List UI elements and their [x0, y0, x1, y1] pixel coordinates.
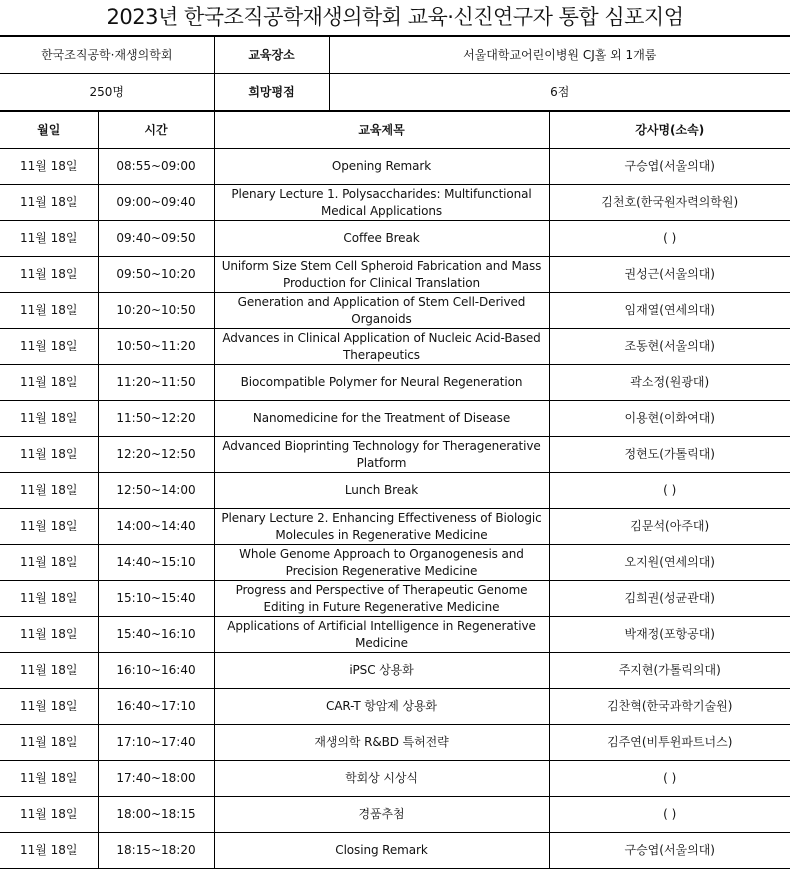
table-row [0, 725, 790, 761]
time-cell: 10:20~10:50 [98, 293, 214, 329]
time-cell: 18:15~18:20 [98, 833, 214, 869]
date-cell: 11월 18일 [0, 797, 98, 833]
table-row [0, 437, 790, 473]
speaker-cell: 박재정(포항공대) [549, 617, 790, 653]
date-cell: 11월 18일 [0, 149, 98, 185]
date-cell: 11월 18일 [0, 653, 98, 689]
info-row-score [0, 74, 790, 111]
time-cell: 17:40~18:00 [98, 761, 214, 797]
time-cell: 16:40~17:10 [98, 689, 214, 725]
topic-cell: Plenary Lecture 1. Polysaccharides: Multifunctional Medical Applications [214, 185, 549, 221]
venue-label: 교육장소 [214, 37, 329, 74]
schedule-body [0, 149, 790, 869]
info-table [0, 36, 790, 111]
date-cell: 11월 18일 [0, 581, 98, 617]
topic-cell: Coffee Break [214, 221, 549, 257]
speaker-cell: 이용현(이화여대) [549, 401, 790, 437]
topic-cell: Progress and Perspective of Therapeutic Genome Editing in Future Regenerative Medicine [214, 581, 549, 617]
topic-cell: Nanomedicine for the Treatment of Disease [214, 401, 549, 437]
speaker-cell: ( ) [549, 761, 790, 797]
date-cell: 11월 18일 [0, 689, 98, 725]
time-cell: 12:20~12:50 [98, 437, 214, 473]
topic-cell: 경품추첨 [214, 797, 549, 833]
date-cell: 11월 18일 [0, 401, 98, 437]
table-row [0, 149, 790, 185]
speaker-cell: ( ) [549, 797, 790, 833]
speaker-cell: 정현도(가톨릭대) [549, 437, 790, 473]
table-row [0, 401, 790, 437]
score-value: 6점 [329, 74, 790, 111]
time-cell: 17:10~17:40 [98, 725, 214, 761]
date-cell: 11월 18일 [0, 617, 98, 653]
time-cell: 18:00~18:15 [98, 797, 214, 833]
time-cell: 14:00~14:40 [98, 509, 214, 545]
speaker-cell: ( ) [549, 473, 790, 509]
speaker-cell: 곽소정(원광대) [549, 365, 790, 401]
table-row [0, 833, 790, 869]
date-cell: 11월 18일 [0, 725, 98, 761]
speaker-cell: 임재열(연세의대) [549, 293, 790, 329]
date-cell: 11월 18일 [0, 257, 98, 293]
topic-cell: Generation and Application of Stem Cell-Derived Organoids [214, 293, 549, 329]
speaker-cell: 주지현(가톨릭의대) [549, 653, 790, 689]
table-row [0, 653, 790, 689]
time-cell: 09:00~09:40 [98, 185, 214, 221]
topic-cell: CAR-T 항암제 상용화 [214, 689, 549, 725]
date-cell: 11월 18일 [0, 509, 98, 545]
speaker-cell: 권성근(서울의대) [549, 257, 790, 293]
topic-cell: Closing Remark [214, 833, 549, 869]
table-row [0, 329, 790, 365]
time-cell: 09:50~10:20 [98, 257, 214, 293]
speaker-cell: 김주연(비투윈파트너스) [549, 725, 790, 761]
speaker-cell: 오지원(연세의대) [549, 545, 790, 581]
document-title: 2023년 한국조직공학재생의학회 교육·신진연구자 통합 심포지엄 [0, 0, 790, 36]
topic-cell: Advanced Bioprinting Technology for Theragenerative Platform [214, 437, 549, 473]
table-row [0, 761, 790, 797]
time-cell: 16:10~16:40 [98, 653, 214, 689]
organizer-cell: 한국조직공학·재생의학회 [0, 37, 214, 74]
table-row [0, 473, 790, 509]
date-cell: 11월 18일 [0, 221, 98, 257]
topic-cell: 재생의학 R&BD 특허전략 [214, 725, 549, 761]
date-cell: 11월 18일 [0, 185, 98, 221]
topic-cell: Uniform Size Stem Cell Spheroid Fabrication and Mass Production for Clinical Translation [214, 257, 549, 293]
table-row [0, 545, 790, 581]
header-date: 월일 [0, 112, 98, 149]
date-cell: 11월 18일 [0, 437, 98, 473]
table-row [0, 689, 790, 725]
topic-cell: Advances in Clinical Application of Nucleic Acid-Based Therapeutics [214, 329, 549, 365]
speaker-cell: 조동현(서울의대) [549, 329, 790, 365]
date-cell: 11월 18일 [0, 329, 98, 365]
time-cell: 15:10~15:40 [98, 581, 214, 617]
speaker-cell: 김문석(아주대) [549, 509, 790, 545]
time-cell: 14:40~15:10 [98, 545, 214, 581]
table-row [0, 221, 790, 257]
header-topic: 교육제목 [214, 112, 549, 149]
topic-cell: iPSC 상용화 [214, 653, 549, 689]
time-cell: 11:50~12:20 [98, 401, 214, 437]
table-row [0, 185, 790, 221]
speaker-cell: 김희권(성균관대) [549, 581, 790, 617]
table-row [0, 257, 790, 293]
speaker-cell: 구승엽(서울의대) [549, 833, 790, 869]
venue-value: 서울대학교어린이병원 CJ홀 외 1개룸 [329, 37, 790, 74]
schedule-table [0, 111, 790, 869]
time-cell: 15:40~16:10 [98, 617, 214, 653]
table-row [0, 617, 790, 653]
time-cell: 11:20~11:50 [98, 365, 214, 401]
topic-cell: Plenary Lecture 2. Enhancing Effectiveness of Biologic Molecules in Regenerative Medicine [214, 509, 549, 545]
time-cell: 10:50~11:20 [98, 329, 214, 365]
header-speaker: 강사명(소속) [549, 112, 790, 149]
date-cell: 11월 18일 [0, 833, 98, 869]
date-cell: 11월 18일 [0, 761, 98, 797]
date-cell: 11월 18일 [0, 473, 98, 509]
table-row [0, 581, 790, 617]
score-label: 희망평점 [214, 74, 329, 111]
schedule-header-row [0, 112, 790, 149]
time-cell: 09:40~09:50 [98, 221, 214, 257]
table-row [0, 293, 790, 329]
time-cell: 12:50~14:00 [98, 473, 214, 509]
date-cell: 11월 18일 [0, 545, 98, 581]
table-row [0, 365, 790, 401]
table-row [0, 509, 790, 545]
header-time: 시간 [98, 112, 214, 149]
speaker-cell: ( ) [549, 221, 790, 257]
info-row-venue [0, 37, 790, 74]
speaker-cell: 김찬혁(한국과학기술원) [549, 689, 790, 725]
time-cell: 08:55~09:00 [98, 149, 214, 185]
topic-cell: Biocompatible Polymer for Neural Regeneration [214, 365, 549, 401]
topic-cell: Lunch Break [214, 473, 549, 509]
topic-cell: Opening Remark [214, 149, 549, 185]
date-cell: 11월 18일 [0, 293, 98, 329]
capacity-cell: 250명 [0, 74, 214, 111]
speaker-cell: 김천호(한국원자력의학원) [549, 185, 790, 221]
date-cell: 11월 18일 [0, 365, 98, 401]
topic-cell: Applications of Artificial Intelligence in Regenerative Medicine [214, 617, 549, 653]
table-row [0, 797, 790, 833]
topic-cell: 학회상 시상식 [214, 761, 549, 797]
topic-cell: Whole Genome Approach to Organogenesis and Precision Regenerative Medicine [214, 545, 549, 581]
speaker-cell: 구승엽(서울의대) [549, 149, 790, 185]
